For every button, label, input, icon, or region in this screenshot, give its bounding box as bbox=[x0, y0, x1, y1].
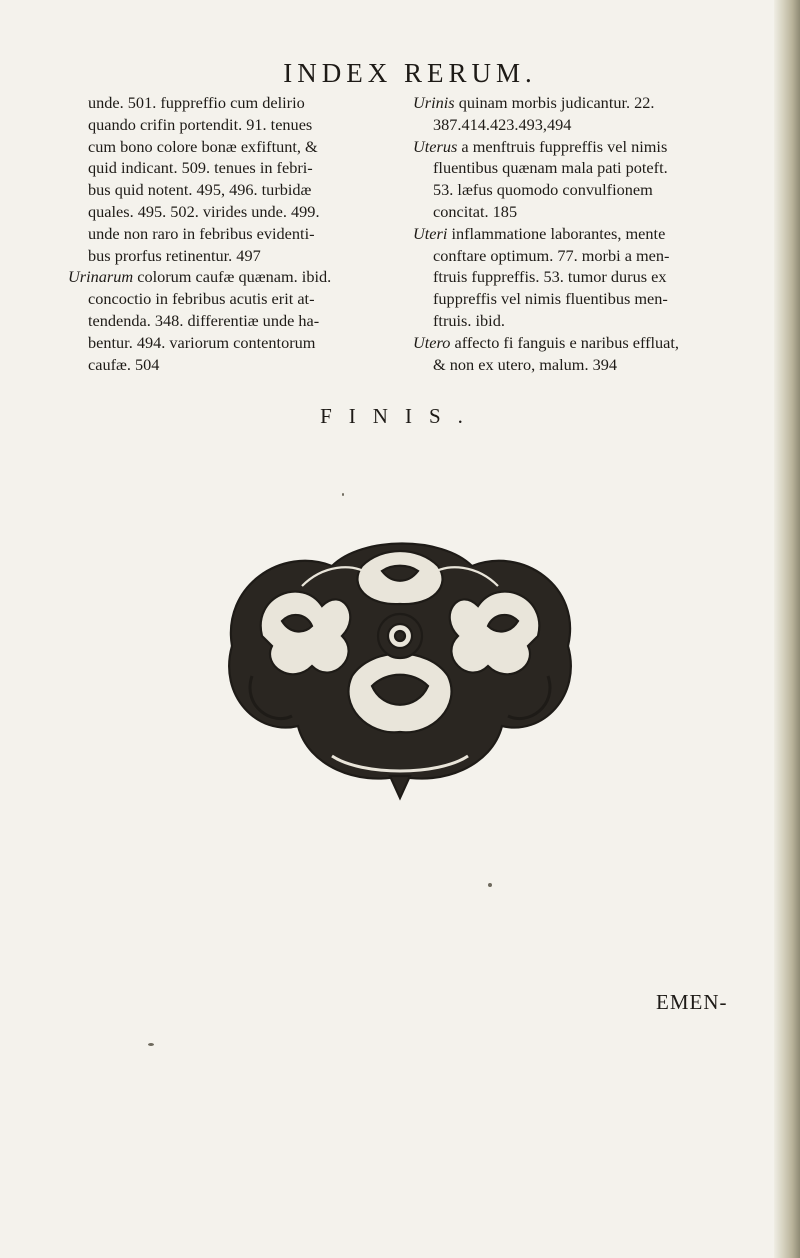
index-line: concitat. 185 bbox=[433, 201, 518, 221]
index-entry: Utero affecto fi fanguis e naribus effluat, bbox=[413, 332, 680, 352]
index-line: caufæ. 504 bbox=[88, 354, 160, 374]
index-entry-text: colorum caufæ quænam. ibid. bbox=[137, 267, 332, 287]
index-entry bbox=[68, 266, 406, 288]
index-line: quid indicant. 509. tenues in febri- bbox=[88, 158, 313, 178]
catchword: EMEN- bbox=[656, 990, 728, 1014]
index-line: quales. 495. 502. virides unde. 499. bbox=[88, 201, 320, 221]
ink-speck bbox=[488, 883, 492, 887]
index-line: bus prorfus retinentur. 497 bbox=[88, 245, 261, 265]
index-line: bentur. 494. variorum contentorum bbox=[88, 332, 316, 352]
index-line: 387.414.423.493,494 bbox=[433, 114, 572, 134]
index-entry: Uterus a menftruis fuppreffis vel nimis bbox=[413, 136, 668, 156]
index-entry-head: Urinis bbox=[413, 93, 455, 112]
index-column-left bbox=[68, 92, 406, 375]
index-entry-head: Uterus bbox=[413, 136, 458, 156]
index-entry-head: Uteri bbox=[413, 223, 448, 243]
index-line: conftare optimum. 77. morbi a men- bbox=[433, 245, 670, 265]
index-line: unde non raro in febribus evidenti- bbox=[88, 223, 315, 243]
index-line: bus quid notent. 495, 496. turbidæ bbox=[88, 180, 312, 200]
index-line: concoctio in febribus acutis erit at- bbox=[88, 289, 315, 309]
page-header: INDEX RERUM. bbox=[283, 58, 537, 88]
index-entry: Urinis quinam morbis judicantur. 22. bbox=[413, 93, 655, 112]
floral-vignette-ornament bbox=[212, 526, 588, 802]
ink-speck bbox=[342, 493, 344, 496]
index-line: ftruis fuppreffis. 53. tumor durus ex bbox=[433, 267, 667, 287]
index-line: unde. 501. fuppreffio cum delirio bbox=[88, 93, 305, 112]
index-line: & non ex utero, malum. 394 bbox=[433, 354, 618, 374]
index-line: fuppreffis vel nimis fluentibus men- bbox=[433, 289, 668, 309]
index-column-right bbox=[413, 92, 729, 375]
index-entry-head: Urinarum bbox=[68, 267, 134, 287]
index-line: ftruis. ibid. bbox=[433, 310, 505, 330]
page-edge bbox=[774, 0, 800, 1258]
finis-heading: FINIS. bbox=[320, 404, 480, 428]
index-entry-head: Utero bbox=[413, 332, 451, 352]
index-entry: Uteri inflammatione laborantes, mente bbox=[413, 223, 666, 243]
ink-speck bbox=[148, 1043, 154, 1046]
index-line: 53. læfus quomodo convulfionem bbox=[433, 180, 653, 200]
index-line: quando crifin portendit. 91. tenues bbox=[88, 114, 313, 134]
index-line: cum bono colore bonæ exfiftunt, & bbox=[88, 136, 318, 156]
index-line: fluentibus quænam mala pati poteft. bbox=[433, 158, 668, 178]
index-line: tendenda. 348. differentiæ unde ha- bbox=[88, 310, 320, 330]
